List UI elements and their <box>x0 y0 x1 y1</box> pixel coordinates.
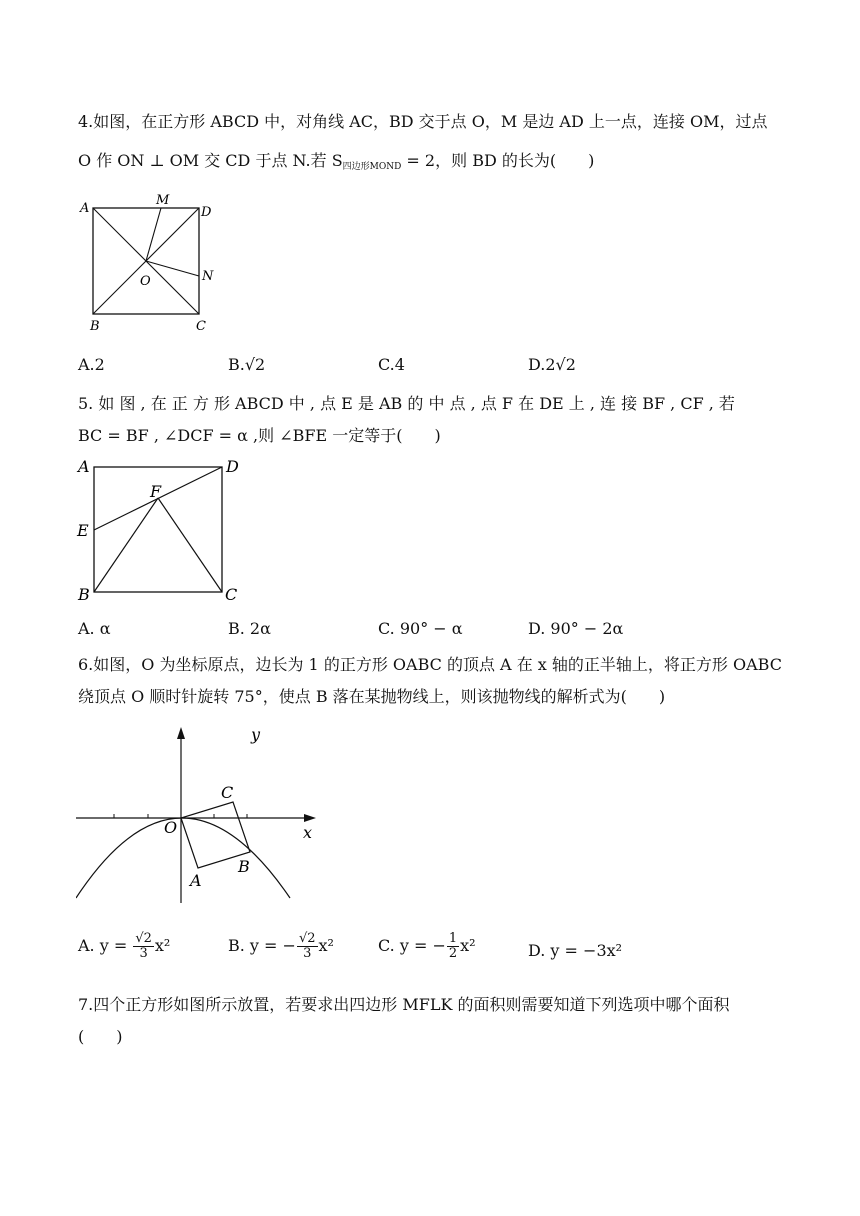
q4-label-d: D <box>201 205 212 220</box>
q4-label-c: C <box>196 319 206 334</box>
q4-choice-b[interactable]: B.√2 <box>228 355 266 374</box>
q4-label-n: N <box>202 269 214 284</box>
q4-choice-a[interactable]: A.2 <box>78 355 105 374</box>
q6-choice-b-prefix: B. y = − <box>228 936 296 955</box>
q6-choice-b[interactable] <box>228 932 334 961</box>
q6-parabola <box>76 818 290 898</box>
q6-choice-b-suffix: x² <box>318 936 334 955</box>
q6-choice-b-numerator: √2 <box>298 931 316 946</box>
q6-label-o: O <box>164 818 178 837</box>
q6-choice-b-denominator: 3 <box>303 946 312 961</box>
q6-choice-c[interactable] <box>378 932 476 961</box>
q6-figure-coordinate-plane <box>76 720 326 910</box>
q6-choice-a-denominator: 3 <box>139 946 148 961</box>
q6-choices <box>78 932 778 972</box>
q6-choice-a[interactable] <box>78 932 170 961</box>
q6-choice-c-prefix: C. y = − <box>378 936 446 955</box>
q4-choice-c[interactable]: C.4 <box>378 355 405 374</box>
q6-choice-a-fraction <box>133 932 154 961</box>
q5-label-a: A <box>78 457 90 476</box>
q5-segment-bf <box>94 498 158 592</box>
q4-choices <box>78 355 778 385</box>
q5-stem-line1: 5. 如 图 , 在 正 方 形 ABCD 中 , 点 E 是 AB 的 中 点 , 点 F 在 DE 上 , 连 接 BF , CF , 若 <box>78 394 735 413</box>
q6-choice-b-fraction <box>297 932 318 961</box>
q6-label-b: B <box>238 857 250 876</box>
q5-stem-line2: BC = BF , ∠DCF = α ,则 ∠BFE 一定等于( ) <box>78 426 441 445</box>
q4-label-b: B <box>90 319 100 334</box>
q6-y-axis-arrow-icon <box>177 727 185 739</box>
q4-label-a: A <box>80 201 90 216</box>
q5-choice-c[interactable]: C. 90° − α <box>378 619 463 638</box>
q6-label-a: A <box>190 871 202 890</box>
q5-choice-d[interactable]: D. 90° − 2α <box>528 619 624 638</box>
q6-choice-c-fraction <box>447 932 459 961</box>
q4-label-o: O <box>140 274 151 289</box>
q6-choice-c-numerator: 1 <box>448 931 458 946</box>
q6-choice-c-denominator: 2 <box>448 946 458 961</box>
q6-label-y: y <box>251 725 261 744</box>
q6-label-x: x <box>303 823 313 842</box>
q4-choice-d[interactable]: D.2√2 <box>528 355 576 374</box>
q6-choice-a-suffix: x² <box>154 936 171 955</box>
q5-choice-b[interactable]: B. 2α <box>228 619 271 638</box>
q4-stem-part-b: = 2，则 BD 的长为( ) <box>401 151 595 170</box>
q5-label-f: F <box>150 482 162 501</box>
q7-stem-line2: ( ) <box>78 1027 123 1046</box>
q5-label-d: D <box>226 457 239 476</box>
q5-label-e: E <box>77 521 89 540</box>
q5-label-c: C <box>225 585 238 604</box>
q6-choice-a-numerator: √2 <box>135 931 152 946</box>
q4-area-subscript: 四边形MOND <box>342 162 402 172</box>
q6-choice-c-suffix: x² <box>460 936 476 955</box>
q6-choice-a-prefix: A. y = <box>78 936 133 955</box>
q6-stem-line1: 6.如图，O 为坐标原点，边长为 1 的正方形 OABC 的顶点 A 在 x 轴的正半轴上，将正方形 OABC <box>78 655 782 674</box>
q4-stem-line1: 4.如图，在正方形 ABCD 中，对角线 AC，BD 交于点 O，M 是边 AD 上一点，连接 OM，过点 <box>78 112 768 131</box>
q5-choice-a[interactable]: A. α <box>78 619 111 638</box>
q4-label-m: M <box>156 193 170 208</box>
q5-choices <box>78 619 778 649</box>
q5-figure-square <box>74 454 249 609</box>
q6-choice-d[interactable]: D. y = −3x² <box>528 941 623 960</box>
q5-label-b: B <box>78 585 90 604</box>
q4-stem-line2 <box>78 150 594 178</box>
q4-stem-part-a: O 作 ON ⊥ OM 交 CD 于点 N.若 S <box>78 151 343 170</box>
q6-x-axis-arrow-icon <box>304 814 316 822</box>
q4-figure-square-diagonals <box>76 190 226 340</box>
q6-stem-line2: 绕顶点 O 顺时针旋转 75°，使点 B 落在某抛物线上，则该抛物线的解析式为( ) <box>78 687 666 706</box>
q7-stem-line1: 7.四个正方形如图所示放置，若要求出四边形 MFLK 的面积则需要知道下列选项中哪个面积 <box>78 995 730 1014</box>
q6-label-c: C <box>221 783 234 802</box>
q5-segment-cf <box>158 498 222 592</box>
